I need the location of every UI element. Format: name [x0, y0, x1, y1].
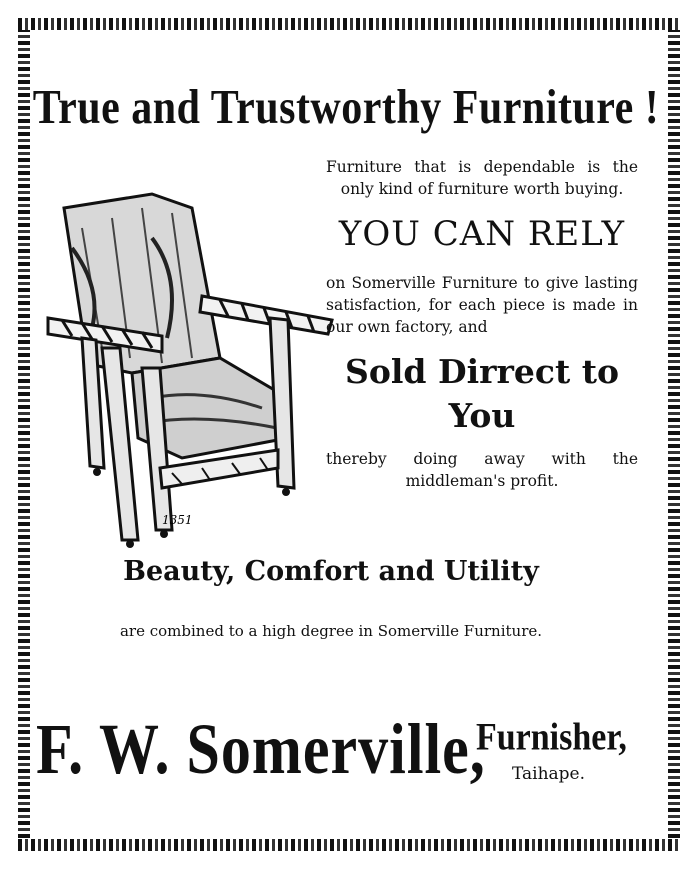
- town-label: Taihape.: [512, 764, 586, 784]
- intro-text: Furniture that is dependable is the only kind of furniture worth buying.: [326, 158, 638, 198]
- rely-text: on Somerville Furniture to give lasting satisfaction, for each piece is made in our own factory, and: [326, 274, 638, 336]
- sold-line-2: You: [448, 396, 516, 435]
- firm-name: F. W. Somerville,: [36, 709, 486, 789]
- armchair-icon: [42, 168, 342, 558]
- chair-number: 1351: [162, 513, 193, 527]
- headline: True and Trustworthy Furniture !: [32, 81, 660, 135]
- rely-heading: YOU CAN RELY: [338, 214, 626, 254]
- sold-line-1: Sold Dirrect to: [345, 352, 619, 391]
- advertisement: [26, 28, 666, 833]
- beauty-heading: Beauty, Comfort and Utility: [123, 556, 539, 587]
- body-copy: [326, 156, 638, 492]
- combined-text: are combined to a high degree in Somerville Furniture.: [119, 622, 543, 640]
- profit-text: thereby doing away with the middleman's profit.: [326, 450, 638, 490]
- trade-label: Furnisher,: [476, 716, 627, 759]
- sold-direct-heading: [326, 350, 638, 438]
